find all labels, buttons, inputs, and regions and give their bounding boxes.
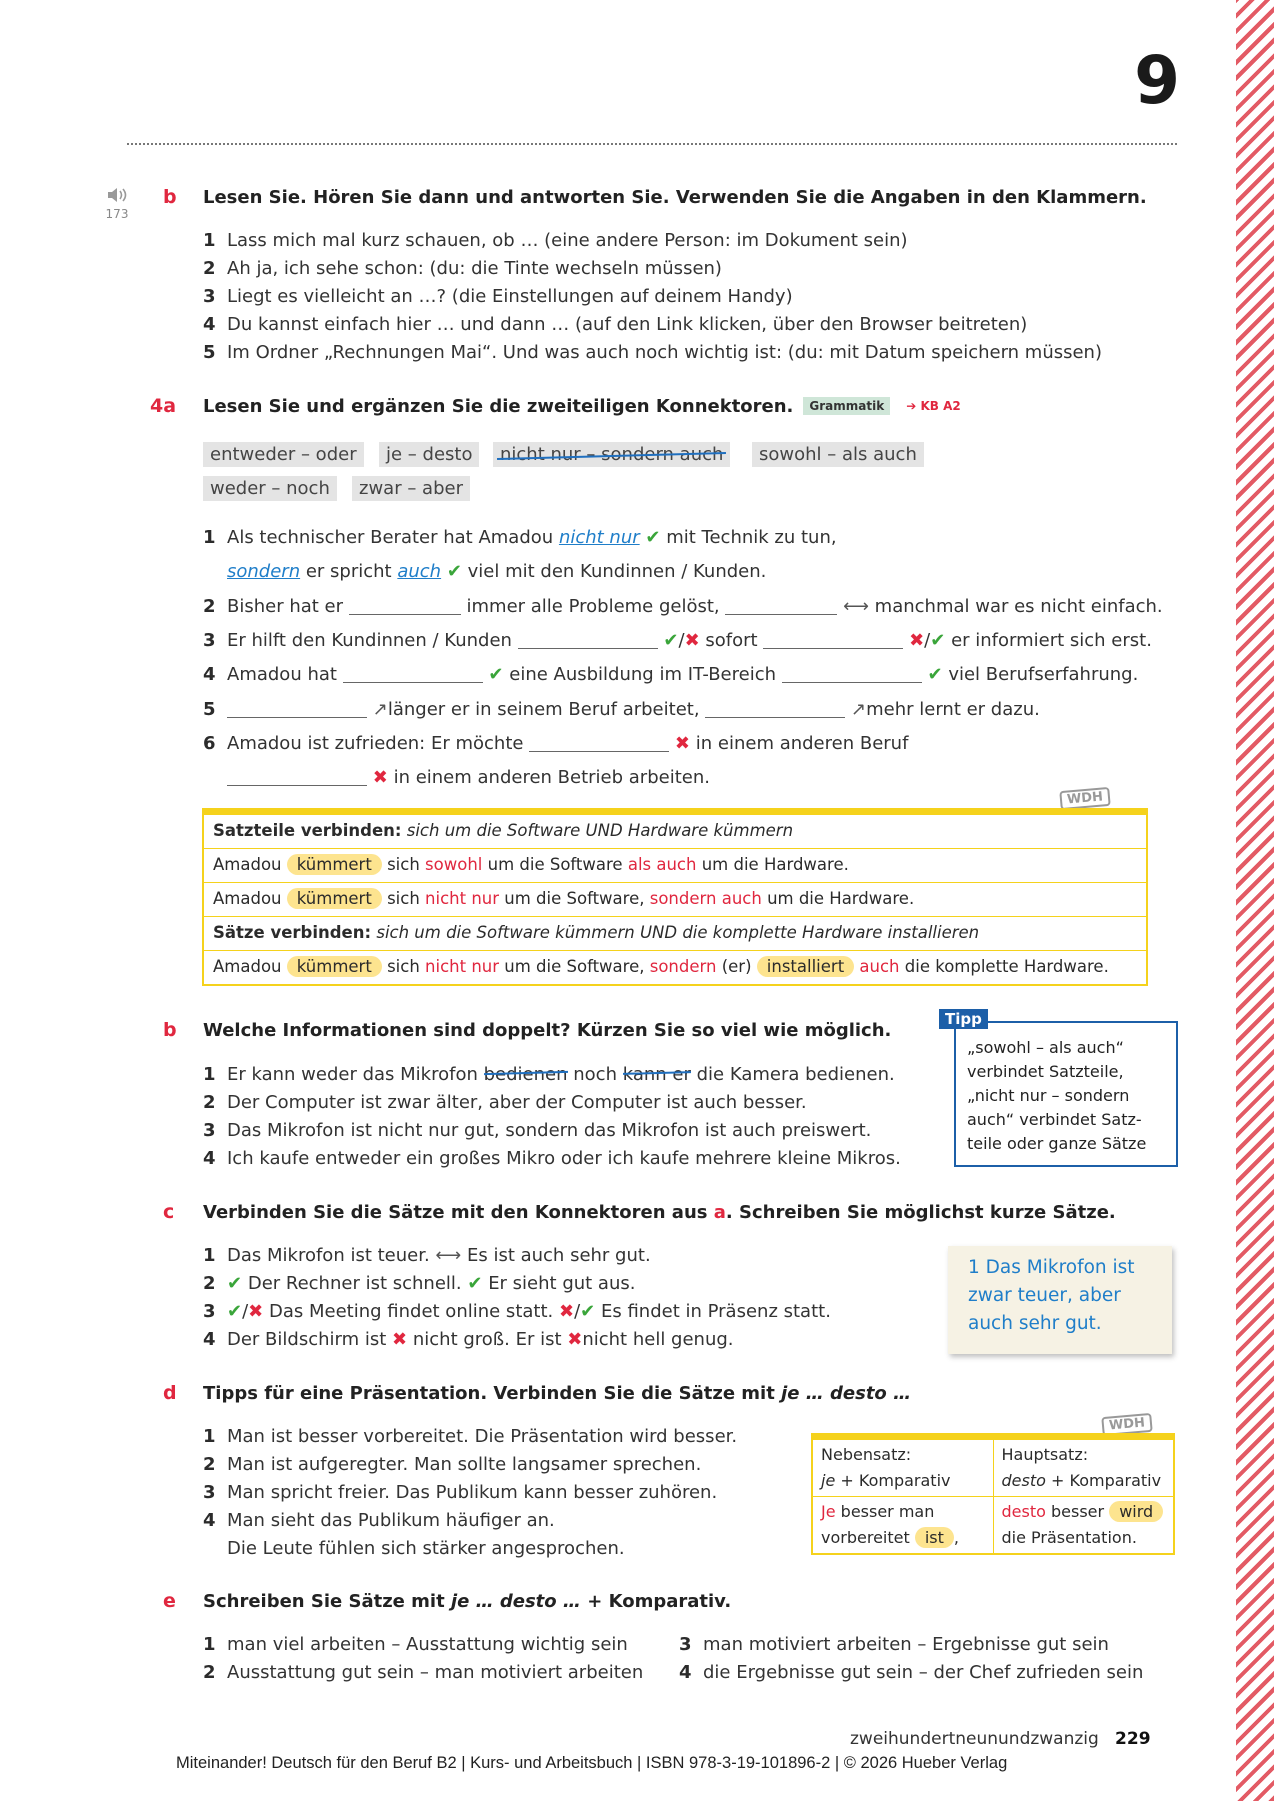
item-1: Er kann weder das Mikrofon bedienen noch kann er die Kamera bedienen. xyxy=(227,1064,895,1085)
exercise-label: 4a xyxy=(150,395,177,417)
connector-chip: zwar – aber xyxy=(352,476,470,501)
check-icon: ✔ xyxy=(467,1273,483,1294)
cross-icon: ✖ xyxy=(248,1301,264,1322)
audio-track-number: 173 xyxy=(105,207,129,221)
exercise-instruction xyxy=(203,396,961,417)
arrow-right-icon: ➔ xyxy=(906,399,921,413)
item-number: 4 xyxy=(203,314,216,335)
item-text: Man spricht freier. Das Publikum kann besser zuhören. xyxy=(227,1482,718,1503)
verb-highlight: installiert xyxy=(757,956,854,977)
cross-icon: ✖ xyxy=(372,767,388,788)
check-icon: ✔ xyxy=(227,1273,243,1294)
item-1-line-1: Als technischer Berater hat Amadou nicht nur ✔ mit Technik zu tun, xyxy=(227,527,837,548)
item-3: ✔/✖ Das Meeting findet online statt. ✖/✔ Es findet in Präsenz statt. xyxy=(227,1301,831,1322)
grammar-row: Amadou kümmert sich sowohl um die Software als auch um die Hardware. xyxy=(204,849,1146,883)
cross-icon: ✖ xyxy=(567,1329,583,1350)
exercise-label: d xyxy=(163,1382,177,1404)
verb-highlight: kümmert xyxy=(287,854,382,875)
decorative-stripe xyxy=(1236,0,1274,1801)
arrow-up-icon: ↗ xyxy=(851,699,867,720)
double-arrow-icon: ⟷ xyxy=(843,596,869,617)
cross-icon: ✖ xyxy=(392,1329,408,1350)
item-1: Das Mikrofon ist teuer. ⟷ Es ist auch sehr gut. xyxy=(227,1245,651,1266)
table-header-cell: Hauptsatz: desto + Komparativ xyxy=(993,1437,1174,1497)
item-text: Du kannst einfach hier … und dann … (auf den Link klicken, über den Browser beitreten) xyxy=(227,314,1028,335)
answer-blank[interactable] xyxy=(782,666,922,683)
item-4: Der Bildschirm ist ✖ nicht groß. Er ist ✖nicht hell genug. xyxy=(227,1329,734,1350)
check-icon: ✔ xyxy=(663,630,679,651)
answer-blank[interactable] xyxy=(529,735,669,752)
item-number: 2 xyxy=(203,258,216,279)
item-5: ↗länger er in seinem Beruf arbeitet, ↗mehr lernt er dazu. xyxy=(227,699,1040,720)
connector-chip: sowohl – als auch xyxy=(752,442,924,467)
grammar-row: Amadou kümmert sich nicht nur um die Software, sondern auch um die Hardware. xyxy=(204,883,1146,917)
instruction-text: Lesen Sie und ergänzen Sie die zweiteiligen Konnektoren. xyxy=(203,396,794,417)
tipp-text: „sowohl – als auch“ verbindet Satzteile, „nicht nur – sondern auch“ verbindet Satz- teile oder ganze Sätze xyxy=(967,1038,1147,1153)
table-cell: desto besser wird die Präsentation. xyxy=(993,1497,1174,1555)
item-text: man viel arbeiten – Ausstattung wichtig sein xyxy=(227,1634,628,1655)
check-icon: ✔ xyxy=(930,630,946,651)
item-text: Liegt es vielleicht an …? (die Einstellungen auf deinem Handy) xyxy=(227,286,793,307)
exercise-label: e xyxy=(163,1590,176,1612)
item-text: Man ist besser vorbereitet. Die Präsentation wird besser. xyxy=(227,1426,738,1447)
speaker-icon xyxy=(106,186,128,204)
kb-reference[interactable]: ➔ KB A2 xyxy=(906,399,961,413)
item-text: die Ergebnisse gut sein – der Chef zufrieden sein xyxy=(703,1662,1144,1683)
answer-blank[interactable] xyxy=(705,701,845,718)
answer-blank[interactable] xyxy=(763,632,903,649)
answer-blank[interactable] xyxy=(725,598,837,615)
arrow-up-icon: ↗ xyxy=(372,699,388,720)
handwritten-answer: nicht nur xyxy=(558,527,640,548)
wdh-badge: WDH xyxy=(1059,787,1110,810)
verb-highlight: kümmert xyxy=(287,888,382,909)
check-icon: ✔ xyxy=(927,664,943,685)
double-arrow-icon: ⟷ xyxy=(435,1245,462,1266)
check-icon: ✔ xyxy=(580,1301,596,1322)
item-4: Amadou hat ✔ eine Ausbildung im IT-Bereich ✔ viel Berufserfahrung. xyxy=(227,664,1139,685)
exercise-instruction: Lesen Sie. Hören Sie dann und antworten Sie. Verwenden Sie die Angaben in den Klammern. xyxy=(203,187,1147,208)
answer-blank[interactable] xyxy=(343,666,483,683)
item-text: Man ist aufgeregter. Man sollte langsamer sprechen. xyxy=(227,1454,702,1475)
handwritten-answer: sondern xyxy=(227,561,301,582)
exercise-instruction: Schreiben Sie Sätze mit je … desto … + Komparativ. xyxy=(203,1591,732,1612)
komparativ-table xyxy=(811,1433,1175,1555)
cross-icon: ✖ xyxy=(684,630,700,651)
exercise-label: b xyxy=(163,186,177,208)
connector-chip: entweder – oder xyxy=(203,442,364,467)
example-note: 1 Das Mikrofon ist zwar teuer, aber auch sehr gut. xyxy=(948,1246,1172,1354)
item-text-continued: Die Leute fühlen sich stärker angesprochen. xyxy=(227,1538,625,1559)
item-number: 3 xyxy=(203,286,216,307)
item-text: man motiviert arbeiten – Ergebnisse gut sein xyxy=(703,1634,1109,1655)
item-2: ✔ Der Rechner ist schnell. ✔ Er sieht gut aus. xyxy=(227,1273,636,1294)
item-4: Ich kaufe entweder ein großes Mikro oder ich kaufe mehrere kleine Mikros. xyxy=(227,1148,901,1169)
handwritten-answer: auch xyxy=(397,561,442,582)
answer-blank[interactable] xyxy=(227,769,367,786)
tipp-label: Tipp xyxy=(939,1009,988,1029)
connector-chip: weder – noch xyxy=(203,476,337,501)
grammar-row: Satzteile verbinden: sich um die Software UND Hardware kümmern xyxy=(204,815,1146,849)
book-info: Miteinander! Deutsch für den Beruf B2 | Kurs- und Arbeitsbuch | ISBN 978-3-19-101896-2 | © 2026 Hueber Verlag xyxy=(176,1754,1008,1772)
grammar-box xyxy=(202,808,1148,986)
item-6-line-2: ✖ in einem anderen Betrieb arbeiten. xyxy=(227,767,710,788)
item-text: Ah ja, ich sehe schon: (du: die Tinte wechseln müssen) xyxy=(227,258,722,279)
item-3: Er hilft den Kundinnen / Kunden ✔/✖ sofort ✖/✔ er informiert sich erst. xyxy=(227,630,1152,651)
item-2: Bisher hat er immer alle Probleme gelöst, ⟷ manchmal war es nicht einfach. xyxy=(227,596,1163,617)
check-icon: ✔ xyxy=(488,664,504,685)
grammar-row: Sätze verbinden: sich um die Software kümmern UND die komplette Hardware installieren xyxy=(204,917,1146,951)
verb-highlight: kümmert xyxy=(287,956,382,977)
chapter-number: 9 xyxy=(1134,42,1180,119)
answer-blank[interactable] xyxy=(227,701,367,718)
exercise-instruction: Tipps für eine Präsentation. Verbinden Sie die Sätze mit je … desto … xyxy=(203,1383,912,1404)
exercise-instruction: Welche Informationen sind doppelt? Kürzen Sie so viel wie möglich. xyxy=(203,1020,892,1041)
item-6-line-1: Amadou ist zufrieden: Er möchte ✖ in einem anderen Beruf xyxy=(227,733,909,754)
grammar-tag: Grammatik xyxy=(803,397,890,415)
grammar-row: Amadou kümmert sich nicht nur um die Software, sondern (er) installiert auch die komplette Hardware. xyxy=(213,957,1109,976)
exercise-instruction: Verbinden Sie die Sätze mit den Konnektoren aus a. Schreiben Sie möglichst kurze Sätze. xyxy=(203,1202,1116,1223)
item-2: Der Computer ist zwar älter, aber der Computer ist auch besser. xyxy=(227,1092,807,1113)
cross-icon: ✖ xyxy=(558,1301,575,1322)
item-text: Ausstattung gut sein – man motiviert arbeiten xyxy=(227,1662,644,1683)
item-3: Das Mikrofon ist nicht nur gut, sondern das Mikrofon ist auch preiswert. xyxy=(227,1120,872,1141)
check-icon: ✔ xyxy=(446,561,462,582)
exercise-label: c xyxy=(163,1201,175,1223)
table-header-cell: Nebensatz: je + Komparativ xyxy=(812,1437,993,1497)
wdh-badge: WDH xyxy=(1101,1413,1152,1436)
check-icon: ✔ xyxy=(227,1301,243,1322)
item-text: Lass mich mal kurz schauen, ob … (eine andere Person: im Dokument sein) xyxy=(227,230,908,251)
answer-blank[interactable] xyxy=(518,632,658,649)
item-1-line-2: sondern er spricht auch ✔ viel mit den Kundinnen / Kunden. xyxy=(227,561,767,582)
audio-track[interactable] xyxy=(103,186,131,221)
item-number: 1 xyxy=(203,230,216,251)
crossed-word: bedienen xyxy=(483,1064,568,1085)
cross-icon: ✖ xyxy=(909,630,925,651)
page-number: 229 xyxy=(1115,1729,1151,1749)
connector-chip: je – desto xyxy=(379,442,479,467)
item-number: 5 xyxy=(203,342,216,363)
exercise-label: b xyxy=(163,1019,177,1041)
table-cell: Je besser man vorbereitet ist , xyxy=(812,1497,993,1555)
check-icon: ✔ xyxy=(645,527,661,548)
connector-chip-crossed: nicht nur – sondern auch xyxy=(493,442,730,467)
page-footer: zweihundertneunundzwanzig 229 xyxy=(850,1729,1151,1749)
dotted-divider xyxy=(127,143,1177,145)
cross-icon: ✖ xyxy=(674,733,691,754)
item-text: Man sieht das Publikum häufiger an. xyxy=(227,1510,555,1531)
crossed-word: kann er xyxy=(622,1064,691,1085)
item-text: Im Ordner „Rechnungen Mai“. Und was auch noch wichtig ist: (du: mit Datum speichern müssen) xyxy=(227,342,1102,363)
answer-blank[interactable] xyxy=(349,598,461,615)
